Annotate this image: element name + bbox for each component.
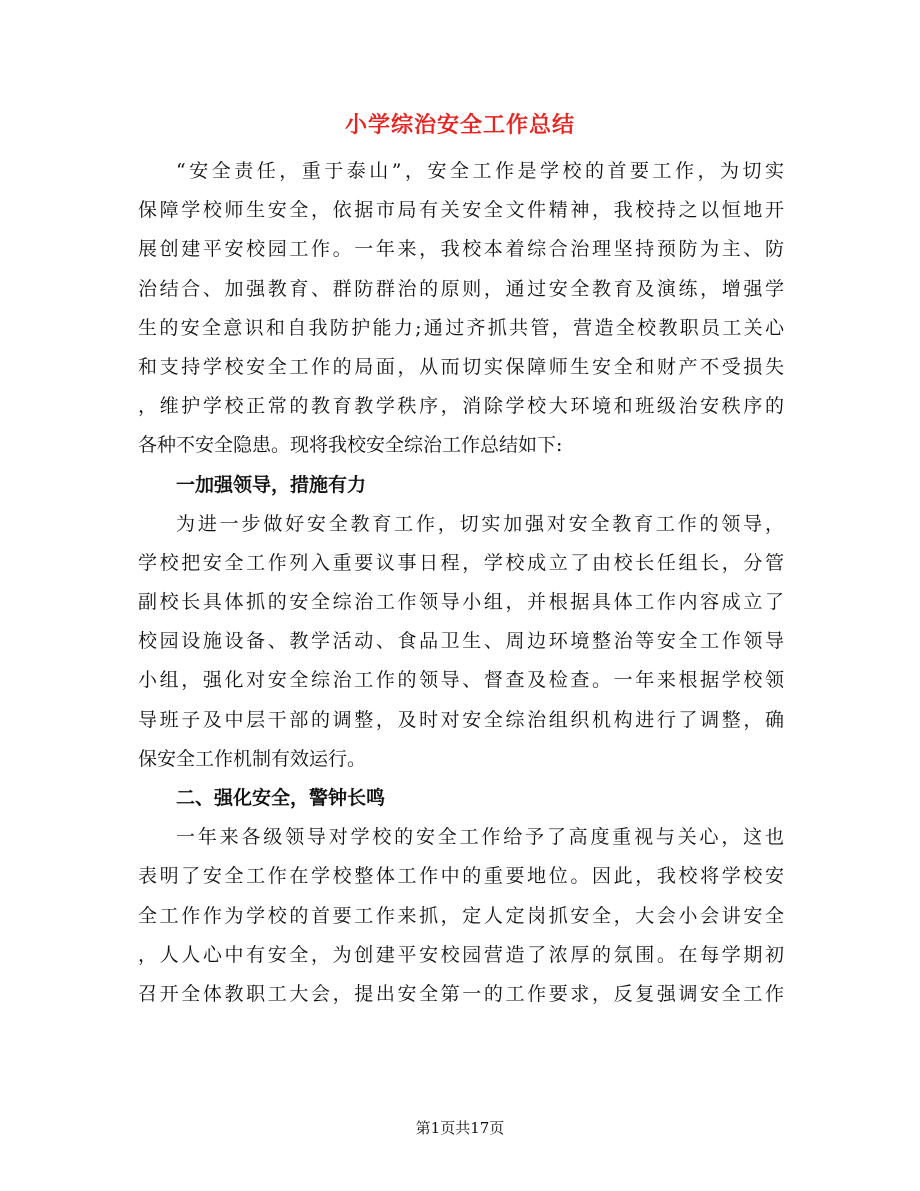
paragraph-line: 保障学校师生安全，依据市局有关安全文件精神，我校持之以恒地开 xyxy=(138,199,784,222)
paragraph-line: 导班子及中层干部的调整，及时对安全综治组织机构进行了调整，确 xyxy=(138,708,784,731)
paragraph-line: 表明了安全工作在学校整体工作中的重要地位。因此，我校将学校安 xyxy=(138,865,784,888)
paragraph-line: 学校把安全工作列入重要议事日程，学校成立了由校长任组长，分管 xyxy=(138,551,784,574)
paragraph-line: 全工作作为学校的首要工作来抓，定人定岗抓安全，大会小会讲安全 xyxy=(138,904,784,927)
paragraph-line: 一年来各级领导对学校的安全工作给予了高度重视与关心，这也 xyxy=(176,826,784,849)
document-title: 小学综治安全工作总结 xyxy=(344,112,575,138)
paragraph-line: 和支持学校安全工作的局面，从而切实保障师生安全和财产不受损失 xyxy=(138,355,784,378)
section-heading: 一加强领导，措施有力 xyxy=(176,473,367,496)
paragraph-line: 各种不安全隐患。现将我校安全综治工作总结如下: xyxy=(138,434,563,457)
paragraph-line: 小组，强化对安全综治工作的领导、督查及检查。一年来根据学校领 xyxy=(138,669,784,692)
paragraph-line: 保安全工作机制有效运行。 xyxy=(138,747,367,770)
section-heading: 二、强化安全，警钟长鸣 xyxy=(176,787,386,809)
paragraph-line: “安全责任，重于泰山”，安全工作是学校的首要工作，为切实 xyxy=(176,160,784,182)
paragraph-line: ，维护学校正常的教育教学秩序，消除学校大环境和班级治安秩序的 xyxy=(138,395,784,418)
paragraph-line: 副校长具体抓的安全综治工作领导小组，并根据具体工作内容成立了 xyxy=(138,591,784,614)
paragraph-line: 召开全体教职工大会，提出安全第一的工作要求，反复强调安全工作 xyxy=(138,982,784,1005)
paragraph-line: 为进一步做好安全教育工作，切实加强对安全教育工作的领导， xyxy=(176,512,784,535)
paragraph-line: 治结合、加强教育、群防群治的原则，通过安全教育及演练，增强学 xyxy=(138,277,784,300)
paragraph-line: 生的安全意识和自我防护能力;通过齐抓共管，营造全校教职员工关心 xyxy=(138,316,784,339)
paragraph-line: 展创建平安校园工作。一年来，我校本着综合治理坚持预防为主、防 xyxy=(138,238,784,261)
document-body xyxy=(138,152,784,1014)
page-number-footer: 第1页共17页 xyxy=(415,1119,505,1137)
paragraph-line: 校园设施设备、教学活动、食品卫生、周边环境整治等安全工作领导 xyxy=(138,630,784,653)
paragraph-line: ，人人心中有安全，为创建平安校园营造了浓厚的氛围。在每学期初 xyxy=(138,943,784,966)
